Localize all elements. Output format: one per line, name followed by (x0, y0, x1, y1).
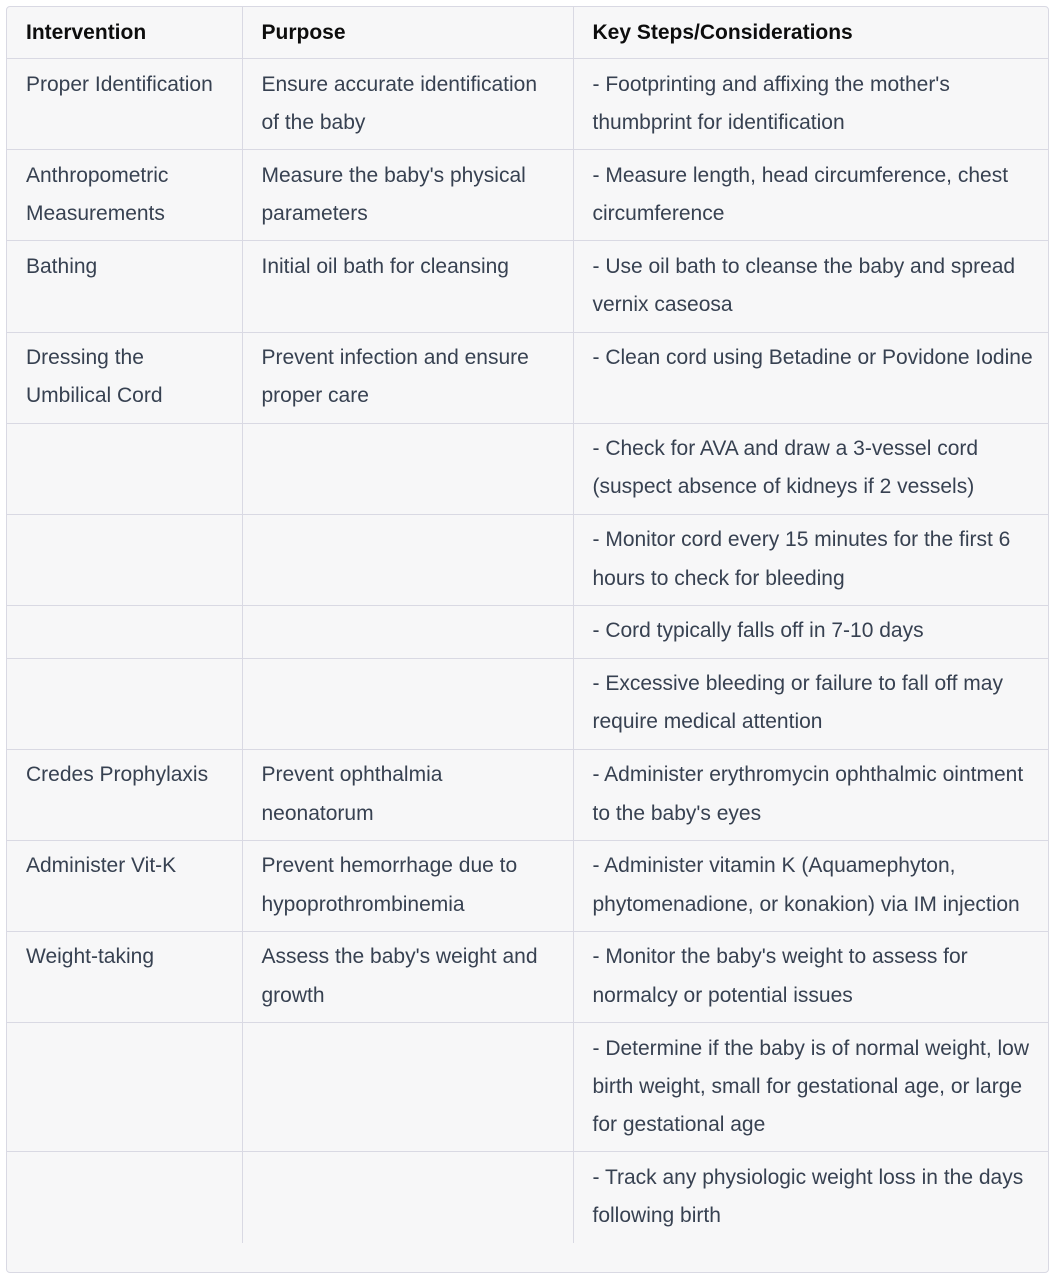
newborn-care-table-container (6, 6, 1049, 1273)
table-row (7, 514, 1048, 605)
table-row (7, 605, 1048, 658)
cell-intervention (7, 1023, 242, 1152)
table-row (7, 241, 1048, 332)
newborn-care-table (7, 7, 1048, 1243)
cell-purpose (242, 423, 573, 514)
cell-purpose: Assess the baby's weight and growth (242, 931, 573, 1022)
header-key-steps: Key Steps/Considerations (573, 7, 1048, 59)
cell-purpose (242, 605, 573, 658)
cell-intervention: Administer Vit-K (7, 840, 242, 931)
table-row (7, 150, 1048, 241)
cell-key-steps: - Cord typically falls off in 7-10 days (573, 605, 1048, 658)
cell-key-steps: - Use oil bath to cleanse the baby and spread vernix caseosa (573, 241, 1048, 332)
cell-intervention: Bathing (7, 241, 242, 332)
cell-key-steps: - Track any physiologic weight loss in the days following birth (592, 1165, 1024, 1228)
cell-key-steps: - Footprinting and affixing the mother's thumbprint for identification (573, 59, 1048, 150)
cell-purpose: Prevent ophthalmia neonatorum (242, 749, 573, 840)
cell-intervention (7, 658, 242, 749)
cell-intervention (7, 423, 242, 514)
table-row (7, 931, 1048, 1022)
cell-purpose (242, 1023, 573, 1152)
cell-purpose (242, 658, 573, 749)
table-row (7, 59, 1048, 150)
cell-intervention: Credes Prophylaxis (7, 749, 242, 840)
table-header-row (7, 7, 1048, 59)
cell-purpose: Measure the baby's physical parameters (242, 150, 573, 241)
cell-key-steps: - Determine if the baby is of normal weight, low birth weight, small for gestational age, or large for gestational age (573, 1023, 1048, 1152)
cell-intervention (7, 514, 242, 605)
table-row (7, 1023, 1048, 1152)
cell-intervention: Anthropometric Measurements (7, 150, 242, 241)
cell-purpose: Initial oil bath for cleansing (242, 241, 573, 332)
table-row (7, 332, 1048, 423)
cell-intervention (7, 1152, 242, 1243)
cell-purpose (242, 514, 573, 605)
table-row (7, 749, 1048, 840)
cell-key-steps: - Measure length, head circumference, chest circumference (573, 150, 1048, 241)
cell-key-steps: - Monitor cord every 15 minutes for the first 6 hours to check for bleeding (573, 514, 1048, 605)
cell-key-steps: - Administer vitamin K (Aquamephyton, phytomenadione, or konakion) via IM injection (573, 840, 1048, 931)
table-row (7, 423, 1048, 514)
cell-purpose: Prevent hemorrhage due to hypoprothrombinemia (242, 840, 573, 931)
cell-purpose: Prevent infection and ensure proper care (242, 332, 573, 423)
table-row (7, 1152, 1048, 1243)
cell-key-steps: - Check for AVA and draw a 3-vessel cord (suspect absence of kidneys if 2 vessels) (573, 423, 1048, 514)
table-row (7, 658, 1048, 749)
cell-purpose: Ensure accurate identification of the baby (242, 59, 573, 150)
cell-intervention: Weight-taking (7, 931, 242, 1022)
cell-intervention (7, 605, 242, 658)
table-row (7, 840, 1048, 931)
cell-purpose (242, 1152, 573, 1243)
cell-intervention: Dressing the Umbilical Cord (7, 332, 242, 423)
cell-intervention: Proper Identification (7, 59, 242, 150)
cell-key-steps: - Clean cord using Betadine or Povidone Iodine (573, 332, 1048, 423)
cell-key-steps: - Monitor the baby's weight to assess for normalcy or potential issues (573, 931, 1048, 1022)
header-purpose: Purpose (242, 7, 573, 59)
header-intervention: Intervention (7, 7, 242, 59)
cell-key-steps: - Administer erythromycin ophthalmic ointment to the baby's eyes (573, 749, 1048, 840)
cell-key-steps: - Excessive bleeding or failure to fall off may require medical attention (573, 658, 1048, 749)
